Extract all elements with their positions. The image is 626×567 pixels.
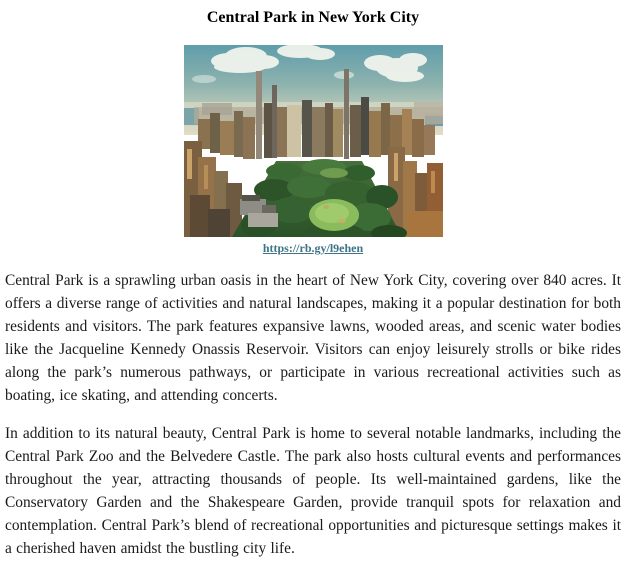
paragraph-2: In addition to its natural beauty, Central Park is home to several notable landmarks, including the Central Park Zoo and the Belvedere Castle. The park also hosts cultural events and performances throughout the year, attracting thousands of people. Its well-maintained gardens, like the Conservatory Garden and the Shakespeare Garden, provide tranquil spots for relaxation and contemplation. Central Park’s blend of recreational opportunities and picturesque settings makes it a cherished haven amidst the bustling city life.	[5, 425, 621, 557]
paragraph-1: Central Park is a sprawling urban oasis in the heart of New York City, covering over 840 acres. It offers a diverse range of activities and natural landscapes, making it a popular destination for both residents and visitors. The park features expansive lawns, wooded areas, and scenic water bodies like the Jacqueline Kennedy Onassis Reservoir. Visitors can enjoy leisurely strolls or bike rides along the park’s numerous pathways, or participate in various recreational activities such as boating, ice skating, and attending concerts.	[5, 272, 621, 404]
meadow-lawn	[309, 199, 359, 231]
source-link[interactable]: https://rb.gy/l9ehen	[262, 241, 364, 255]
page-title: Central Park in New York City	[206, 9, 420, 26]
image-caption-row	[0, 241, 626, 255]
central-park-aerial-photo	[184, 45, 443, 237]
central-park-photo-illustration	[184, 45, 443, 237]
left-city-blocks	[184, 141, 242, 237]
document-page	[0, 9, 626, 567]
